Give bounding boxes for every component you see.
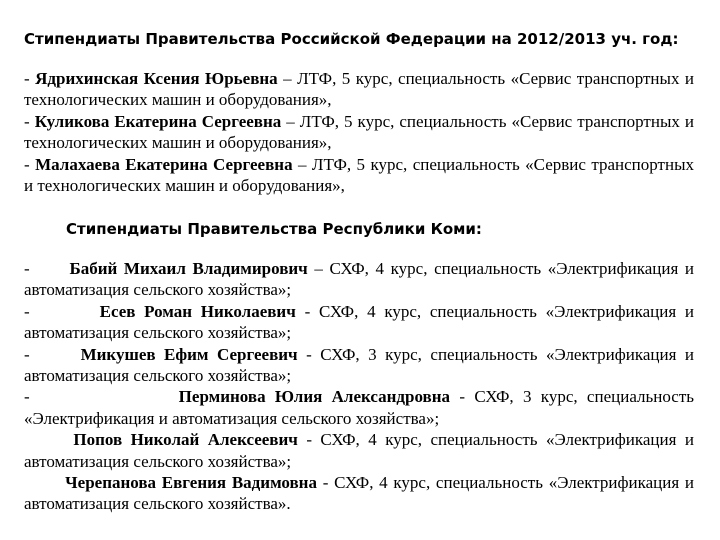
scholar-name: Бабий Михаил Владимирович: [69, 259, 308, 278]
scholar-details: - СХФ, 3 курс, специальность «Электрификация и автоматизация сельского хозяйства»;: [24, 344, 694, 386]
scholar-details: – СХФ, 4 курс, специальность «Электрификация и автоматизация сельского хозяйства»;: [24, 259, 695, 300]
scholar-details: - СХФ, 4 курс, специальность «Электрификация и автоматизация сельского хозяйства».: [24, 473, 695, 514]
list-item: [24, 344, 694, 387]
list-item: [24, 472, 694, 515]
scholar-name: Черепанова Евгения Вадимовна: [65, 473, 317, 493]
item-dash: -: [24, 387, 30, 407]
scholar-name: Куликова Екатерина Сергеевна: [34, 111, 282, 131]
section1-list: [24, 68, 694, 196]
scholar-name: Микушев Ефим Сергеевич: [80, 344, 298, 364]
scholar-name: Есев Роман Николаевич: [99, 301, 296, 321]
section1-title: Стипендиаты Правительства Российской Федерации на 2012/2013 уч. год:: [24, 30, 679, 48]
scholar-details: - СХФ, 4 курс, специальность «Электрификация и автоматизация сельского хозяйства»;: [24, 430, 694, 471]
list-item: [24, 258, 694, 301]
item-dash: -: [24, 111, 30, 131]
scholar-details: – ЛТФ, 5 курс, специальность «Сервис транспортных и технологических машин и оборудования»,: [24, 111, 694, 153]
list-item: [24, 429, 694, 472]
item-dash: -: [24, 344, 30, 364]
scholar-details: – ЛТФ, 5 курс, специальность «Сервис транспортных и технологических машин и оборудования»,: [24, 69, 695, 110]
scholar-name: Перминова Юлия Александровна: [178, 387, 451, 407]
list-item: [24, 301, 694, 344]
list-item: [24, 154, 694, 197]
scholar-name: Малахаева Екатерина Сергеевна: [35, 154, 293, 174]
scholar-name: Ядрихинская Ксения Юрьевна: [35, 69, 278, 88]
scholar-name: Попов Николай Алексеевич: [73, 430, 298, 450]
scholar-details: - СХФ, 3 курс, специальность «Электрификация и автоматизация сельского хозяйства»;: [24, 387, 694, 428]
item-dash: -: [24, 301, 30, 321]
scholar-details: – ЛТФ, 5 курс, специальность «Сервис транспортных и технологических машин и оборудования»,: [24, 154, 694, 196]
section2-list: [24, 258, 694, 515]
list-item: [24, 68, 694, 111]
list-item: [24, 111, 694, 154]
list-item: [24, 386, 694, 429]
scholar-details: - СХФ, 4 курс, специальность «Электрификация и автоматизация сельского хозяйства»;: [24, 301, 694, 343]
item-dash: -: [24, 69, 30, 88]
item-dash: -: [24, 259, 30, 278]
item-dash: -: [24, 154, 30, 174]
section2-title: Стипендиаты Правительства Республики Коми:: [66, 220, 482, 238]
